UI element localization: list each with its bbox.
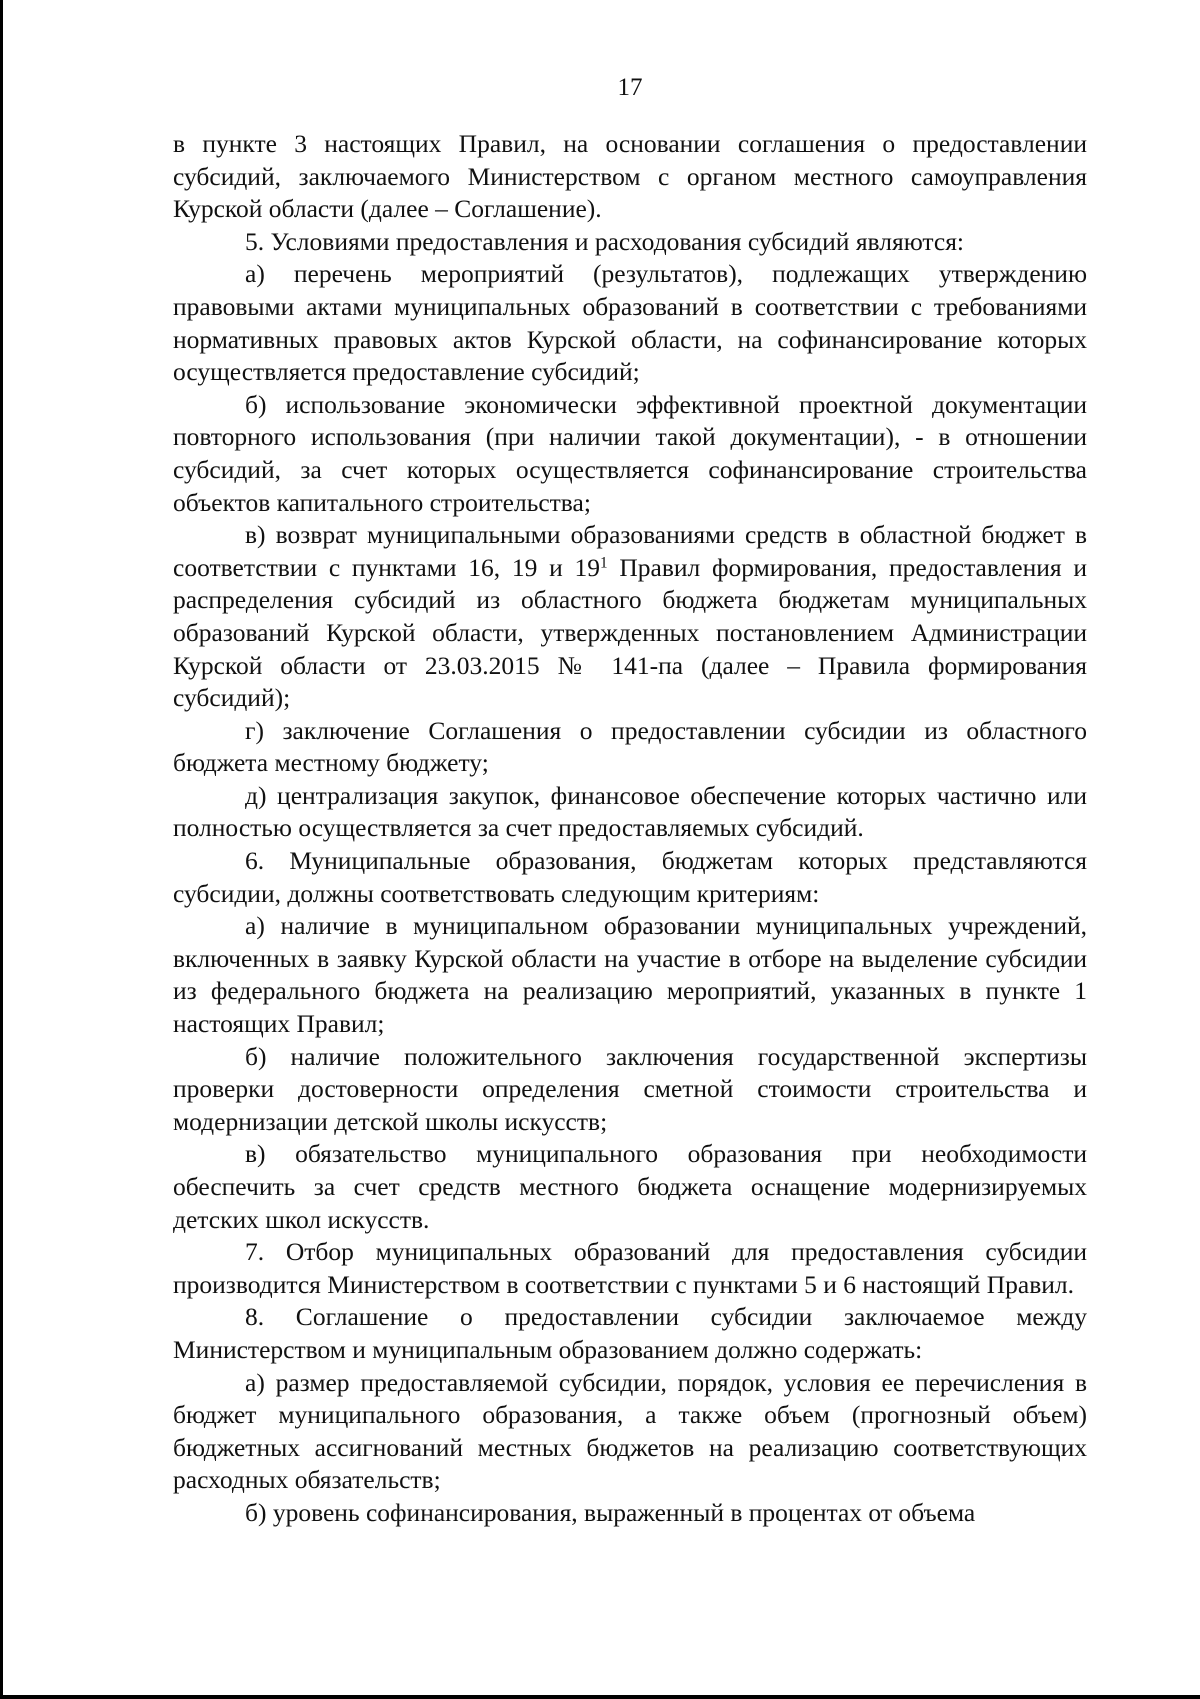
- paragraph-continuation: в пункте 3 настоящих Правил, на основании соглашения о предоставлении субсидий, заключаемого Министерством с органом местного самоуправления Курской области (далее – Соглашение).: [173, 129, 1087, 224]
- paragraph-item-5v-part1: в) возврат муниципальными образованиями средств в областной бюджет в соответствии с пунктами 16, 19 и 19: [173, 520, 1087, 582]
- paragraph-item-6v: в) обязательство муниципального образования при необходимости обеспечить за счет средств местного бюджета оснащение модернизируемых детских школ искусств.: [173, 1139, 1087, 1234]
- paragraph-item-7: 7. Отбор муниципальных образований для предоставления субсидии производится Министерством в соответствии с пунктами 5 и 6 настоящий Правил.: [173, 1237, 1087, 1299]
- paragraph-item-5g: г) заключение Соглашения о предоставлении субсидии из областного бюджета местному бюджету;: [173, 715, 1087, 778]
- paragraph-item-6: 6. Муниципальные образования, бюджетам которых представляются субсидии, должны соответствовать следующим критериям:: [173, 846, 1087, 908]
- paragraph-item-6b: б) наличие положительного заключения государственной экспертизы проверки достоверности определения сметной стоимости строительства и модернизации детской школы искусств;: [173, 1041, 1087, 1136]
- paragraph-item-5d: д) централизация закупок, финансовое обеспечение которых частично или полностью осуществляется за счет предоставляемых субсидий.: [173, 780, 1087, 843]
- document-body: [173, 128, 1087, 1530]
- paragraph-item-8a: а) размер предоставляемой субсидии, порядок, условия ее перечисления в бюджет муниципального образования, а также объем (прогнозный объем) бюджетных ассигнований местных бюджетов на реализацию соответствующих расходных обязательств;: [173, 1367, 1087, 1495]
- scan-edge-bottom: [0, 1695, 1200, 1699]
- scan-edge-left: [0, 0, 3, 1699]
- paragraph-item-8b: б) уровень софинансирования, выраженный в процентах от объема: [245, 1497, 976, 1527]
- paragraph-item-5a: а) перечень мероприятий (результатов), подлежащих утверждению правовыми актами муниципальных образований в соответствии с требованиями нормативных правовых актов Курской области, на софинансирование которых осуществляется предоставление субсидий;: [173, 259, 1087, 387]
- paragraph-item-5: 5. Условиями предоставления и расходования субсидий являются:: [245, 226, 965, 256]
- paragraph-item-5v: [173, 519, 1087, 715]
- paragraph-item-6a: а) наличие в муниципальном образовании муниципальных учреждений, включенных в заявку Курской области на участие в отборе на выделение субсидии из федерального бюджета на реализацию мероприятий, указанных в пункте 1 настоящих Правил;: [173, 911, 1087, 1039]
- paragraph-item-5v-part2: Правил формирования, предоставления и распределения субсидий из областного бюджета бюджетам муниципальных образований Курской области, утвержденных постановлением Администрации Курской области от 23.03.2015 № 141-па (далее – Правила формирования субсидий);: [173, 552, 1088, 713]
- page-number: 17: [617, 74, 643, 101]
- paragraph-item-8: 8. Соглашение о предоставлении субсидии заключаемое между Министерством и муниципальным образованием должно содержать:: [173, 1302, 1087, 1364]
- paragraph-item-5b: б) использование экономически эффективной проектной документации повторного использования (при наличии такой документации), - в отношении субсидий, за счет которых осуществляется софинансирование строительства объектов капитального строительства;: [173, 389, 1087, 517]
- superscript-1: 1: [599, 554, 608, 572]
